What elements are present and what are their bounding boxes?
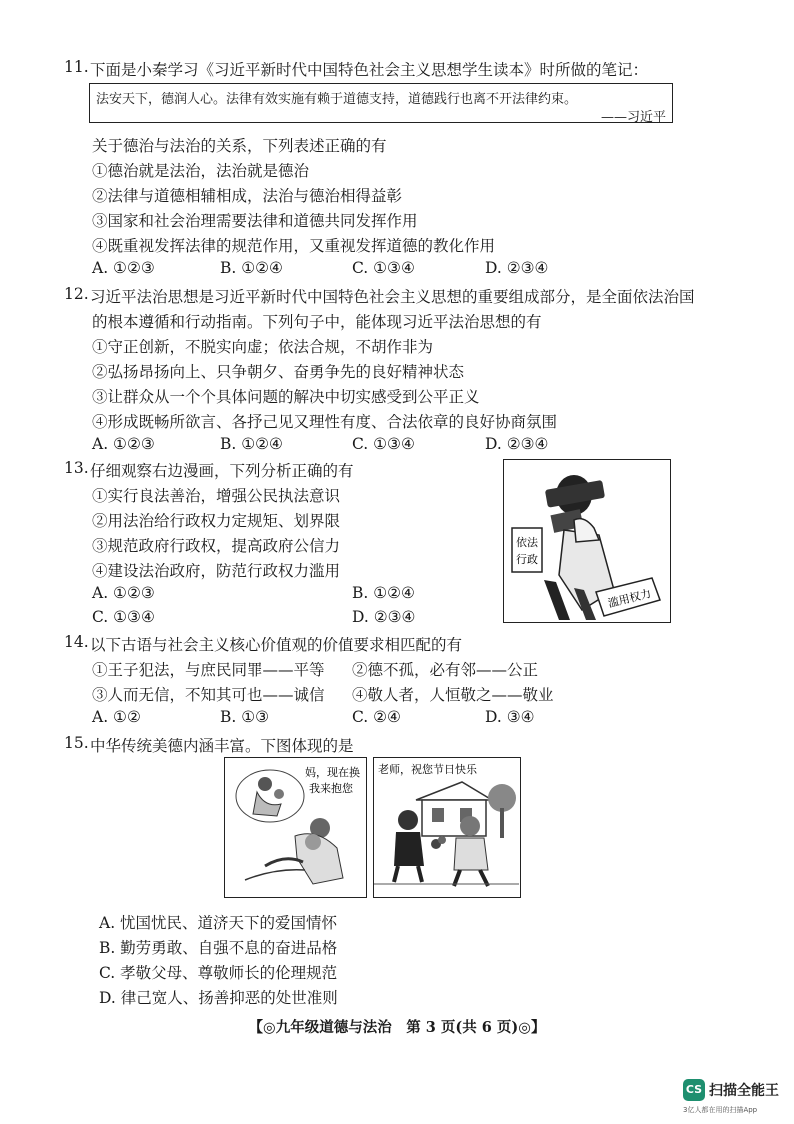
q12-item-2: ②弘扬昂扬向上、只争朝夕、奋勇争先的良好精神状态 [92,363,465,381]
q11-item-4: ④既重视发挥法律的规范作用，又重视发挥道德的教化作用 [92,237,496,255]
q11-item-2: ②法律与道德相辅相成，法治与德治相得益彰 [92,187,403,205]
q15-right-cartoon [373,757,521,898]
q12-option-a: A. ①②③ [92,435,155,453]
q12-option-b: B. ①②④ [220,435,283,453]
q12-number: 12. [64,285,89,303]
q13-stem: 仔细观察右边漫画，下列分析正确的有 [90,462,354,480]
q11-option-d: D. ②③④ [485,259,549,277]
q13-number: 13. [64,459,89,477]
q13-option-c: C. ①③④ [92,608,155,626]
q15-right-drawing [374,758,519,896]
q15-stem: 中华传统美德内涵丰富。下图体现的是 [90,737,354,755]
q13-item-4: ④建设法治政府，防范行政权力滥用 [92,562,341,580]
q12-item-4: ④形成既畅所欲言、各抒己见又理性有度、合法依章的良好协商氛围 [92,413,558,431]
q14-item-2: ②德不孤，必有邻——公正 [352,661,539,679]
q14-item-1: ①王子犯法，与庶民同罪——平等 [92,661,325,679]
q13-cartoon-label-1: 依法 [516,536,538,549]
q13-option-d: D. ②③④ [352,608,416,626]
q13-item-2: ②用法治给行政权力定规矩、划界限 [92,512,341,530]
q11-option-b: B. ①②④ [220,259,283,277]
scanner-logo-icon: CS [683,1079,705,1101]
q14-option-b: B. ①③ [220,708,270,726]
q15-option-c: C. 孝敬父母、尊敬师长的伦理规范 [99,964,338,982]
q12-stem-line2: 的根本遵循和行动指南。下列句子中，能体现习近平法治思想的有 [92,313,542,331]
q11-option-c: C. ①③④ [352,259,415,277]
q11-quote-box [89,83,673,123]
q15-left-drawing [225,758,365,896]
q14-stem: 以下古语与社会主义核心价值观的价值要求相匹配的有 [90,636,463,654]
q11-stem: 下面是小秦学习《习近平新时代中国特色社会主义思想学生读本》时所做的笔记： [90,61,649,79]
page-footer: 【◎九年级道德与法治 第 3 页(共 6 页)◎】 [248,1019,546,1036]
q15-left-caption-2: 我来抱您 [309,782,353,795]
q13-option-a: A. ①②③ [92,584,155,602]
q15-left-caption-1: 妈，现在换 [305,766,360,779]
q13-cartoon-label-2: 行政 [516,553,538,566]
q14-option-c: C. ②④ [352,708,401,726]
q15-option-d: D. 律己宽人、扬善抑恶的处世准则 [99,989,338,1007]
q13-cartoon-label-3: 滥用权力 [606,586,653,611]
q12-item-3: ③让群众从一个个具体问题的解决中切实感受到公平正义 [92,388,480,406]
q13-cartoon [503,459,671,623]
q12-option-d: D. ②③④ [485,435,549,453]
q11-attribution: ——习近平 [600,110,666,125]
q11-quote: 法安天下，德润人心。法律有效实施有赖于道德支持，道德践行也离不开法律约束。 [96,92,578,107]
q14-item-4: ④敬人者，人恒敬之——敬业 [352,686,554,704]
q15-left-cartoon [224,757,367,898]
q11-number: 11. [64,58,89,76]
q11-item-1: ①德治就是法治，法治就是德治 [92,162,310,180]
q12-item-1: ①守正创新，不脱实向虚；依法合规，不胡作非为 [92,338,434,356]
scanner-tagline: 3亿人都在用的扫描App [683,1106,758,1114]
q11-item-3: ③国家和社会治理需要法律和道德共同发挥作用 [92,212,418,230]
q15-option-a: A. 忧国忧民、道济天下的爱国情怀 [99,914,338,932]
q13-item-1: ①实行良法善治，增强公民执法意识 [92,487,341,505]
q14-item-3: ③人而无信，不知其可也——诚信 [92,686,325,704]
q12-option-c: C. ①③④ [352,435,415,453]
q15-option-b: B. 勤劳勇敢、自强不息的奋进品格 [99,939,338,957]
q14-option-d: D. ③④ [485,708,535,726]
q14-option-a: A. ①② [92,708,141,726]
q15-right-caption: 老师，祝您节日快乐 [378,763,477,776]
q11-question: 关于德治与法治的关系，下列表述正确的有 [92,137,387,155]
q14-number: 14. [64,633,89,651]
q13-item-3: ③规范政府行政权，提高政府公信力 [92,537,341,555]
q13-cartoon-drawing [504,460,669,621]
q12-stem-line1: 习近平法治思想是习近平新时代中国特色社会主义思想的重要组成部分，是全面依法治国 [90,288,695,306]
scanner-app-name: 扫描全能王 [709,1083,779,1099]
q13-option-b: B. ①②④ [352,584,415,602]
q15-number: 15. [64,734,89,752]
q11-option-a: A. ①②③ [92,259,155,277]
